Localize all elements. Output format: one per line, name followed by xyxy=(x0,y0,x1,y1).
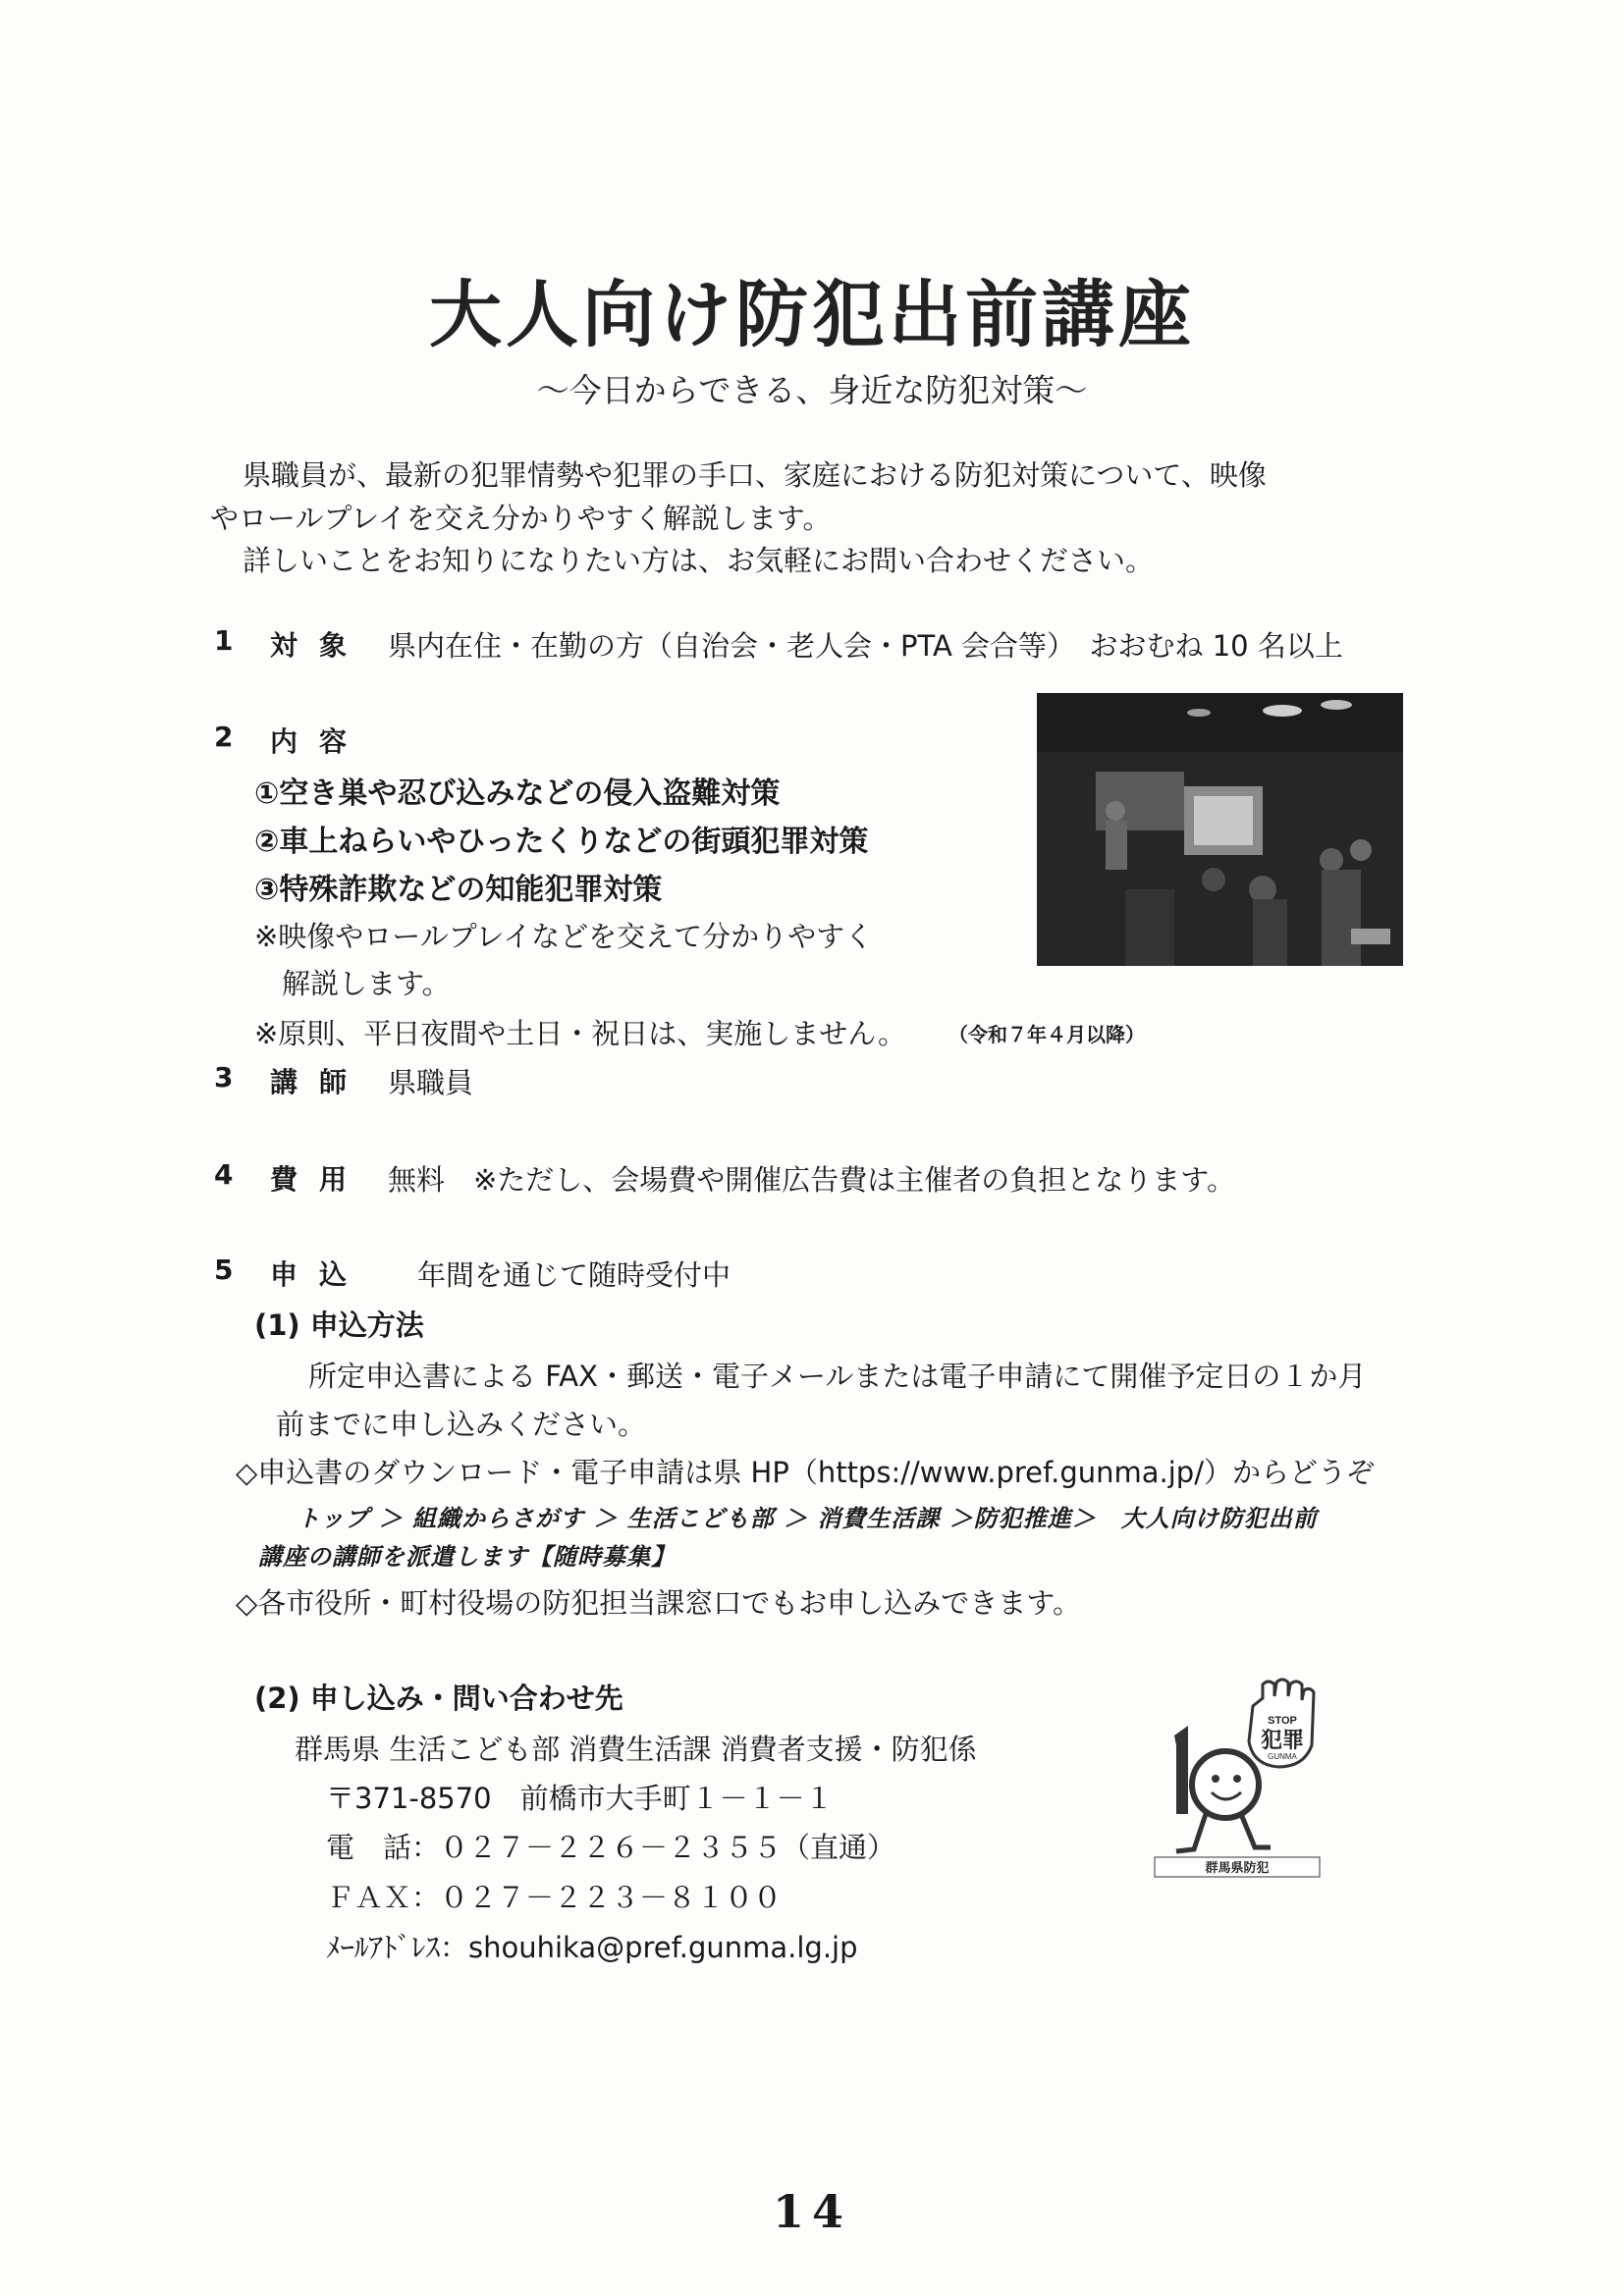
counter-application-info: ◇各市役所・町村役場の防犯担当課窓口でもお申し込みできます。 xyxy=(236,1586,1081,1620)
intro-line-2: やロールプレイを交え分かりやすく解説します。 xyxy=(210,502,832,535)
download-info: ◇申込書のダウンロード・電子申請は県 HP（https://www.pref.gunma.jp/）からどうぞ xyxy=(236,1456,1375,1489)
section-3-number: 3 xyxy=(214,1061,234,1094)
website-path-line-2: 講座の講師を派遣します【随時募集】 xyxy=(258,1543,676,1571)
contact-heading: (2) 申し込み・問い合わせ先 xyxy=(254,1682,623,1715)
section-1-label: 対象 xyxy=(270,629,369,662)
content-note-2-date: （令和７年４月以降） xyxy=(948,1023,1145,1046)
page-title: 大人向け防犯出前講座 xyxy=(429,273,1195,357)
website-path-line-1: トップ ＞ 組織からさがす ＞ 生活こども部 ＞ 消費生活課 ＞防犯推進＞ 大人向け防犯出前 xyxy=(297,1505,1318,1532)
section-1-number: 1 xyxy=(214,624,234,657)
contact-email: ﾒｰﾙｱﾄﾞﾚｽ：shouhika@pref.gunma.lg.jp xyxy=(326,1931,858,1964)
content-item-3: ③特殊詐欺などの知能犯罪対策 xyxy=(254,873,663,907)
logo-sub-text: GUNMA xyxy=(1268,1752,1297,1761)
stop-crime-mascot-logo xyxy=(1147,1677,1339,1883)
section-3-text: 県職員 xyxy=(388,1066,474,1099)
lecture-photo xyxy=(1037,693,1403,966)
contact-organization: 群馬県 生活こども部 消費生活課 消費者支援・防犯係 xyxy=(295,1733,977,1766)
section-2-number: 2 xyxy=(214,721,234,753)
contact-fax: ＦＡＸ：０２７－２２３－８１００ xyxy=(326,1881,783,1914)
section-1-text: 県内在住・在勤の方（自治会・老人会・PTA 会合等） おおむね 10 名以上 xyxy=(388,629,1343,663)
page-subtitle: ～今日からできる、身近な防犯対策～ xyxy=(536,371,1088,409)
application-method-line-2: 前までに申し込みください。 xyxy=(276,1408,647,1441)
content-item-2: ②車上ねらいやひったくりなどの街頭犯罪対策 xyxy=(254,825,869,859)
content-note-1b: 解説します。 xyxy=(282,967,451,1000)
logo-banner-text: 群馬県防犯 xyxy=(1205,1861,1270,1876)
intro-line-1: 県職員が、最新の犯罪情勢や犯罪の手口、家庭における防犯対策について、映像 xyxy=(243,458,1267,492)
content-item-1: ①空き巣や忍び込みなどの侵入盗難対策 xyxy=(254,776,781,811)
section-5-number: 5 xyxy=(214,1254,234,1286)
logo-main-text: 犯罪 xyxy=(1260,1729,1305,1753)
intro-line-3: 詳しいことをお知りになりたい方は、お気軽にお問い合わせください。 xyxy=(243,544,1155,577)
section-4-label: 費用 xyxy=(270,1163,369,1196)
section-5-label: 申込 xyxy=(270,1258,369,1291)
section-5-text: 年間を通じて随時受付中 xyxy=(417,1258,731,1292)
content-note-2: ※原則、平日夜間や土日・祝日は、実施しません。 xyxy=(254,1017,907,1050)
contact-phone: 電 話：０２７－２２６－２３５５（直通） xyxy=(326,1831,896,1864)
application-method-line-1: 所定申込書による FAX・郵送・電子メールまたは電子申請にて開催予定日の１か月 xyxy=(308,1360,1367,1393)
page-number: 14 xyxy=(772,2185,851,2238)
section-2-label: 内容 xyxy=(270,725,369,758)
section-4-text: 無料 ※ただし、会場費や開催広告費は主催者の負担となります。 xyxy=(388,1163,1235,1197)
contact-address: 〒371-8570 前橋市大手町１－１－１ xyxy=(326,1782,834,1815)
section-3-label: 講師 xyxy=(270,1066,369,1098)
application-method-heading: (1) 申込方法 xyxy=(254,1308,424,1342)
section-4-number: 4 xyxy=(214,1158,234,1191)
lecture-photo-image xyxy=(1037,693,1403,966)
logo-stop-text: STOP xyxy=(1268,1715,1297,1727)
content-note-1a: ※映像やロールプレイなどを交えて分かりやすく xyxy=(254,920,874,953)
